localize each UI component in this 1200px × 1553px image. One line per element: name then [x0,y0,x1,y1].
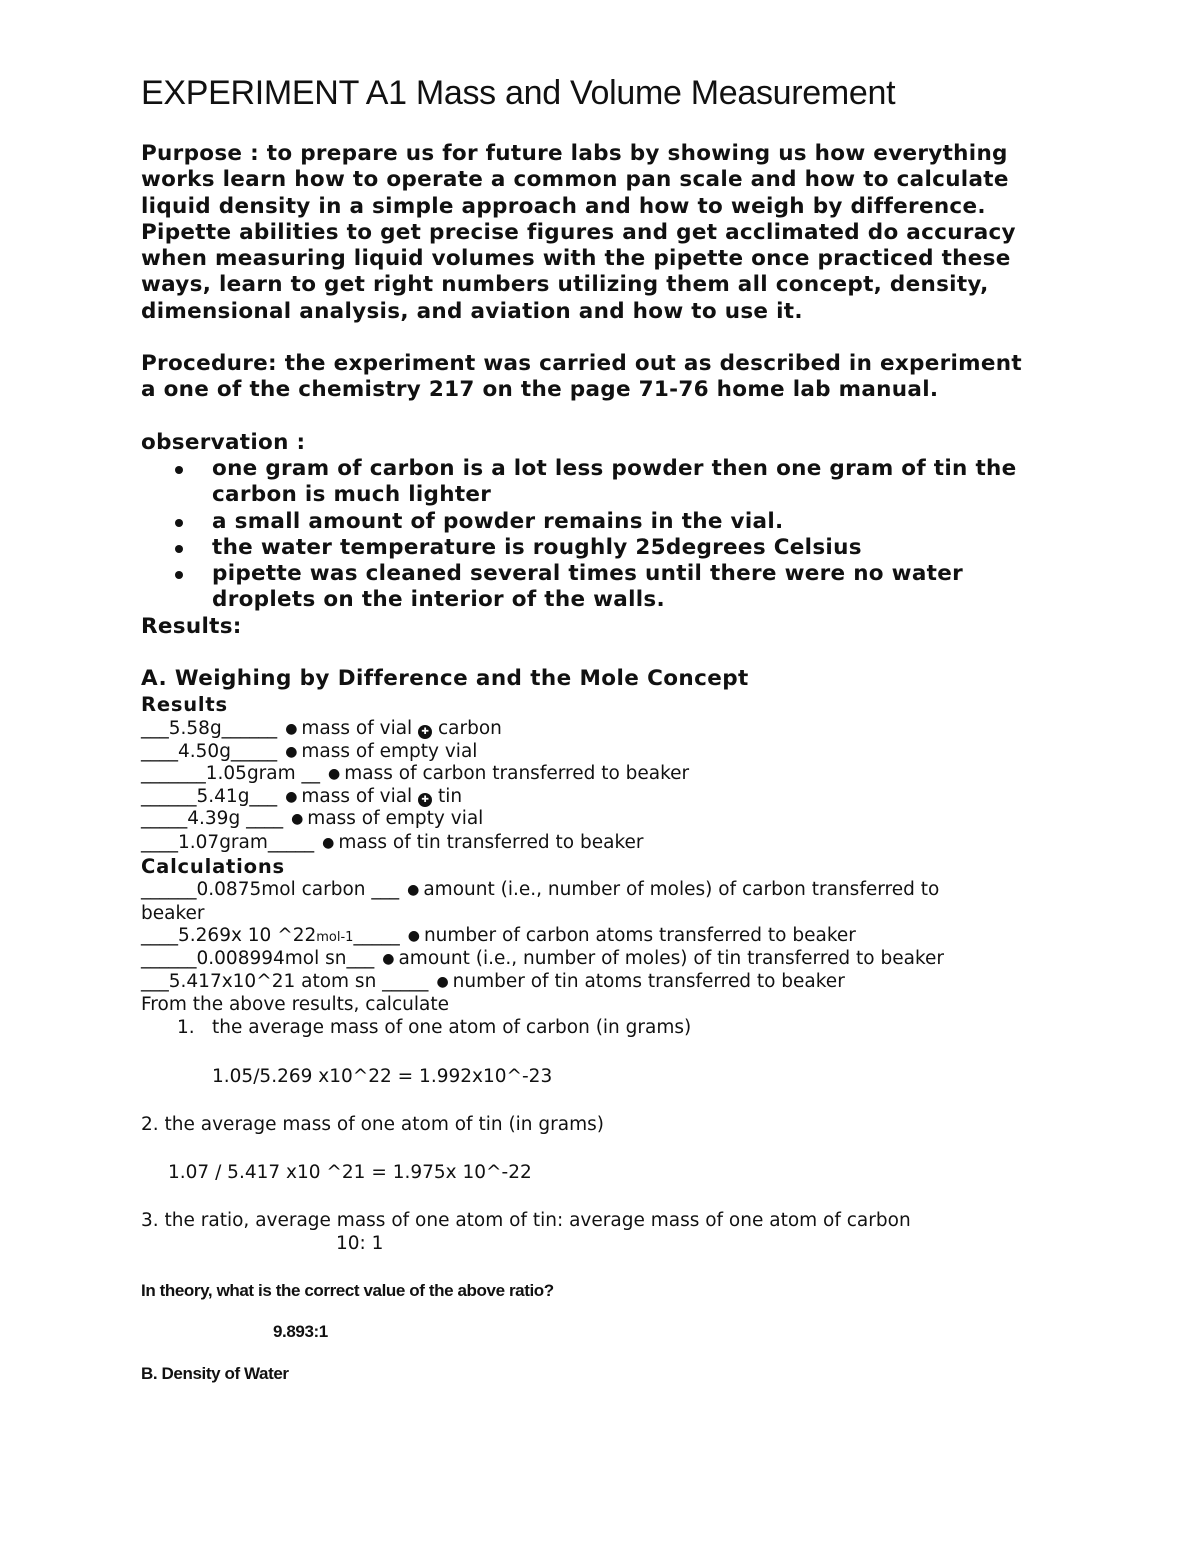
purpose-line: works learn how to operate a common pan scale and how to calculate [141,167,1009,193]
question-text: 3. the ratio, average mass of one atom of tin: average mass of one atom of carbon [141,1210,911,1231]
calc-label: number of tin atoms transferred to beaker [452,971,845,992]
bullet-icon: ● [322,835,335,851]
bullet-icon [175,519,183,527]
calc-value: ______0.0875mol carbon ___ [141,879,400,900]
procedure-line: Procedure: the experiment was carried out as described in experiment [141,351,1022,376]
result-row [141,718,502,739]
list-item [141,509,1017,535]
question-text: 2. the average mass of one atom of tin (in grams) [141,1114,604,1135]
purpose-line: Pipette abilities to get precise figures and get acclimated do accuracy [141,219,1016,245]
purpose-line: dimensional analysis, and aviation and how to use it. [141,298,803,324]
observation-text: carbon is much lighter [212,482,492,508]
observation-heading: observation : [141,430,306,455]
procedure-paragraph [141,351,1022,404]
bullet-icon: ● [291,811,304,827]
page-title: EXPERIMENT A1 Mass and Volume Measurement [141,74,896,112]
result-value: ____1.07gram_____ [141,832,315,853]
calculations-subheading: Calculations [141,855,285,878]
calc-label: amount (i.e., number of moles) of tin transferred to beaker [398,948,944,969]
calc-blank: _____ [353,925,400,946]
answer-text: 1.07 / 5.417 x10 ^21 = 1.975x 10^-22 [168,1162,532,1183]
result-value: ___5.58g______ [141,718,278,739]
list-item [141,561,1017,614]
bullet-icon: ● [407,882,420,898]
plus-symbol-icon: ✚ [418,725,432,739]
plus-symbol-icon: ✚ [418,793,432,807]
calc-row-continuation: beaker [141,903,205,924]
bullet-icon: ● [382,951,395,967]
result-row [141,786,462,807]
bullet-icon: ● [436,974,449,990]
observation-text: a small amount of powder remains in the vial. [212,508,784,534]
purpose-line: liquid density in a simple approach and how to weigh by difference. [141,193,986,219]
calc-label: amount (i.e., number of moles) of carbon transferred to [423,879,940,900]
result-label: mass of empty vial [301,741,478,762]
purpose-line: Purpose : to prepare us for future labs by showing us how everything [141,141,1008,166]
list-item [141,535,1017,561]
list-item [141,456,1017,509]
results-subheading: Results [141,693,228,716]
calc-unit: mol-1 [316,930,354,945]
observation-text: the water temperature is roughly 25degrees Celsius [212,534,862,560]
bullet-icon [175,466,183,474]
observation-text: pipette was cleaned several times until there were no water [212,561,963,587]
result-label-suffix: carbon [432,718,502,739]
calc-row [141,925,856,946]
result-label: mass of carbon transferred to beaker [344,763,690,784]
calc-value: ___5.417x10^21 atom sn _____ [141,971,429,992]
question-text: the average mass of one atom of carbon (in grams) [212,1017,692,1038]
theory-answer: 9.893:1 [273,1322,328,1341]
calc-value: ____5.269x 10 ^22 [141,925,317,946]
question-number: 1. [177,1017,195,1038]
result-row [141,741,477,762]
calc-row [141,948,944,969]
calc-row [141,971,845,992]
results-heading: Results: [141,614,242,639]
result-value: ______5.41g___ [141,786,278,807]
bullet-icon [175,571,183,579]
result-row [141,808,483,829]
purpose-line: when measuring liquid volumes with the pipette once practiced these [141,246,1011,272]
calc-label: number of carbon atoms transferred to beaker [423,925,856,946]
result-row [141,763,689,784]
bullet-icon [175,545,183,553]
observation-text: droplets on the interior of the walls. [212,587,665,613]
result-label: mass of empty vial [307,808,484,829]
result-label: mass of vial [301,718,413,739]
result-row [141,832,644,853]
result-value: _______1.05gram __ [141,763,321,784]
section-a-title: A. Weighing by Difference and the Mole Concept [141,666,749,691]
section-b-title: B. Density of Water [141,1364,289,1383]
result-label-suffix: tin [432,786,463,807]
purpose-paragraph [141,141,1016,325]
observation-list [141,456,1017,614]
procedure-line: a one of the chemistry 217 on the page 71-76 home lab manual. [141,377,939,403]
bullet-icon: ● [407,928,420,944]
theory-question: In theory, what is the correct value of the above ratio? [141,1281,554,1300]
calc-row [141,879,939,900]
bullet-icon: ● [285,721,298,737]
answer-text: 1.05/5.269 x10^22 = 1.992x10^-23 [212,1066,553,1087]
bullet-icon: ● [285,744,298,760]
result-value: ____4.50g_____ [141,741,278,762]
bullet-icon: ● [328,766,341,782]
answer-text: 10: 1 [336,1233,384,1254]
result-value: _____4.39g ____ [141,808,284,829]
result-label: mass of tin transferred to beaker [338,832,644,853]
bullet-icon: ● [285,789,298,805]
calc-intro: From the above results, calculate [141,994,449,1015]
observation-text: one gram of carbon is a lot less powder then one gram of tin the [212,456,1017,481]
result-label: mass of vial [301,786,413,807]
purpose-line: ways, learn to get right numbers utilizing them all concept, density, [141,272,989,298]
calc-value: ______0.008994mol sn___ [141,948,375,969]
